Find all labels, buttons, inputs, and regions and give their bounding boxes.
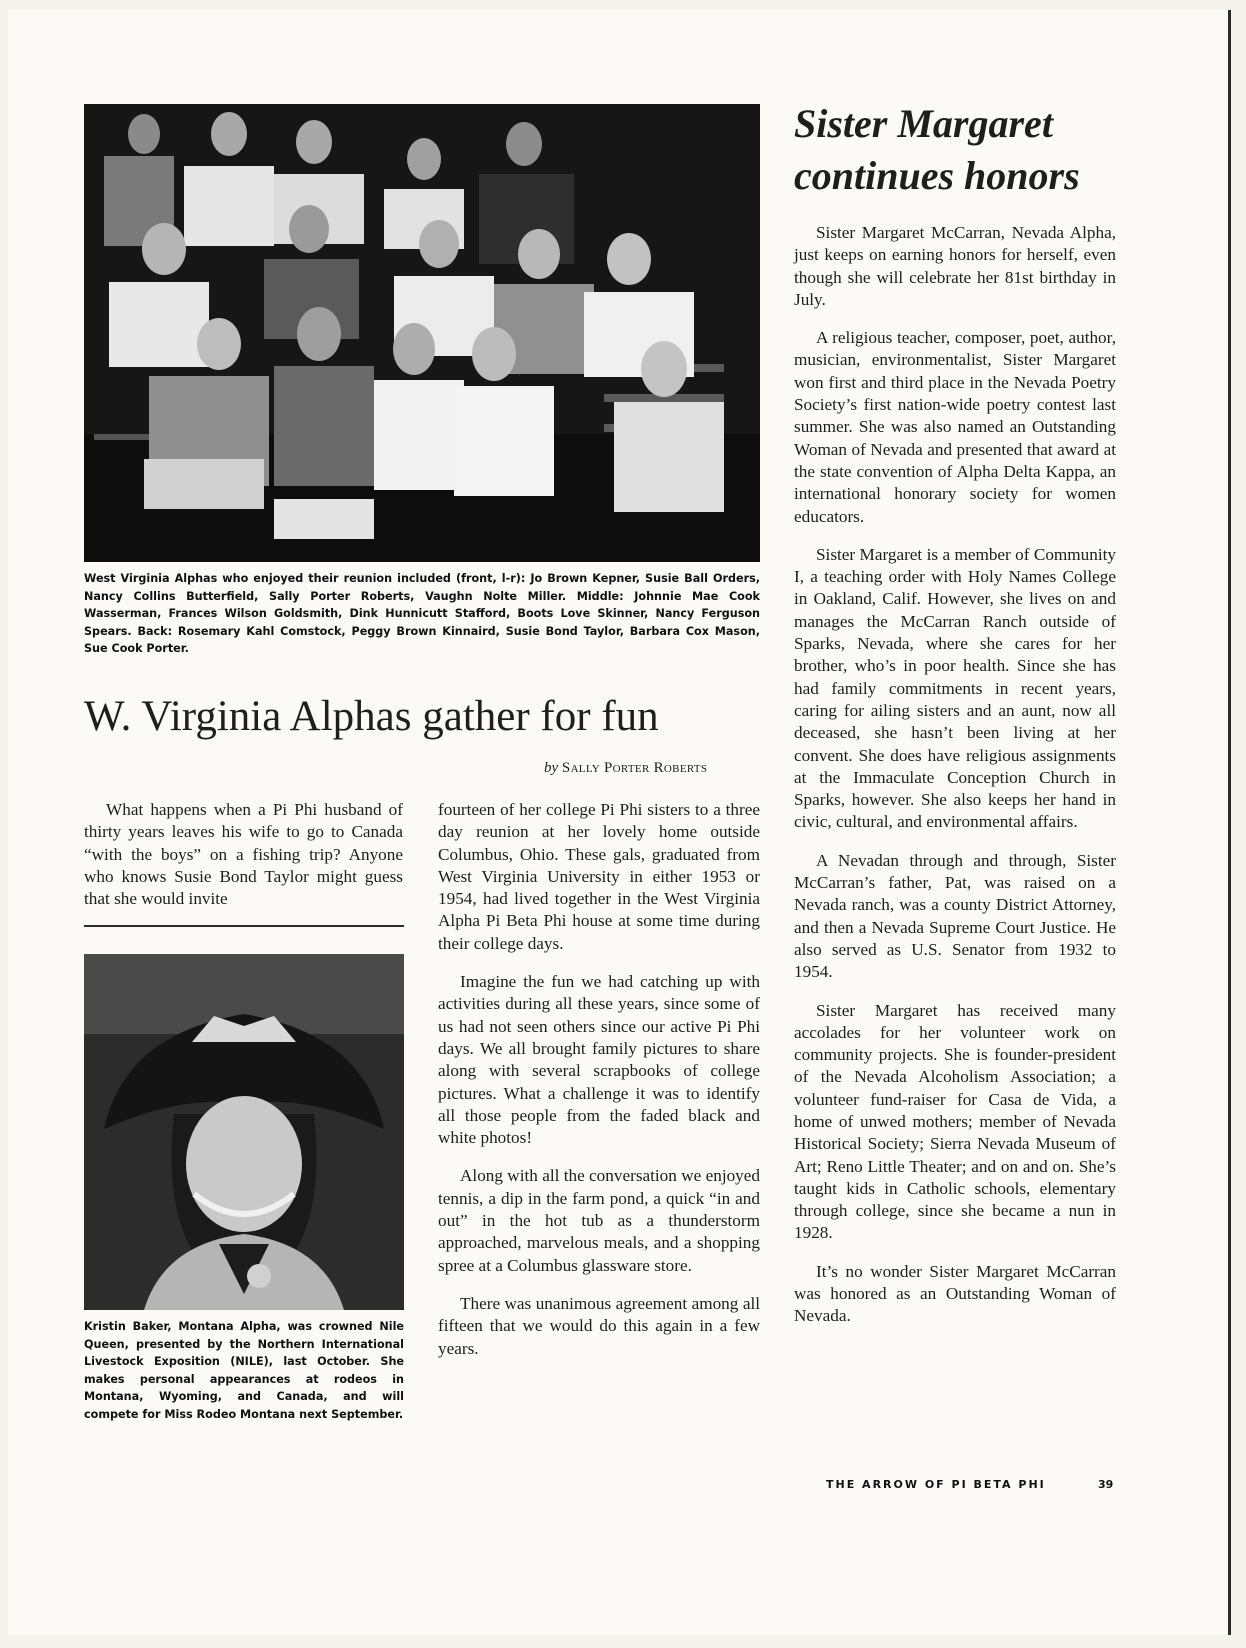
group-photo-caption: West Virginia Alphas who enjoyed their reunion included (front, l-r): Jo Brown Kepner, Susie Ball Orders, Nancy Collins Butterfield, Sally Porter Roberts, Vaughn Nolte Miller. Middle: Johnnie Mae Cook Wasserman, Frances Wilson Goldsmith, Dink Hunnicutt Stafford, Boots Love Skinner, Nancy Ferguson Spears. Back: Rosemary Kahl Comstock, Peggy Brown Kinnaird, Susie Bond Taylor, Barbara Cox Mason, Sue Cook Porter. [84,572,760,656]
byline [544,760,707,777]
sidebar-article-column [794,222,1116,1344]
sidebar-headline-line-2: continues honors [794,153,1080,198]
byline-author: Sally Porter Roberts [561,760,708,776]
main-headline: W. Virginia Alphas gather for fun [84,693,659,740]
sidebar-headline-line-1: Sister Margaret [794,101,1053,146]
paragraph: Sister Margaret is a member of Community I, a teaching order with Holy Names College in Oakland, Calif. However, she lives on and manages the McCarran Ranch outside of Sparks, Nevada, where she cares for her brother, who’s in poor health. Since she has had family commitments in recent years, caring for ailing sisters and an aunt, now all deceased, she hasn’t been living at her convent. She does have religious assignments at the Immaculate Conception Church in Sparks, however. She also keeps her hand in civic, cultural, and environmental affairs. [794,544,1116,832]
byline-by: by [544,760,559,776]
paragraph: A Nevadan through and through, Sister McCarran’s father, Pat, was raised on a Nevada ranch, was a county District Attorney, and then a Nevada Supreme Court Justice. He also served as U.S. Senator from 1932 to 1954. [794,850,1116,982]
paragraph: fourteen of her college Pi Phi sisters to a three day reunion at her lovely home outside Columbus, Ohio. These gals, graduated from West Virginia University in either 1953 or 1954, had lived together in the West Virginia Alpha Pi Beta Phi house at some time during their college days. [438,800,760,953]
portrait-photo [84,954,404,1310]
portrait-caption: Kristin Baker, Montana Alpha, was crowned Nile Queen, presented by the Northern International Livestock Exposition (NILE), last October. She makes personal appearances at rodeos in Montana, Wyoming, and Canada, and will compete for Miss Rodeo Montana next September. [84,1320,404,1421]
section-divider [84,925,404,927]
paragraph: A religious teacher, composer, poet, author, musician, environmentalist, Sister Margaret won first and third place in the Nevada Poetry Society’s first nation-wide poetry contest last summer. She was also named an Outstanding Woman of Nevada and presented that award at the state convention of Alpha Delta Kappa, an international honorary society for women educators. [794,328,1116,526]
paragraph: What happens when a Pi Phi husband of thirty years leaves his wife to go to Canada “with the boys” on a fishing trip? Anyone who knows Susie Bond Taylor might guess that she would invite [84,800,403,909]
main-article-column-2 [438,799,760,1376]
paragraph: Along with all the conversation we enjoyed tennis, a dip in the farm pond, a quick “in and out” in the hot tub as a thunderstorm approached, marvelous meals, and a shopping spree at a Columbus glassware store. [438,1166,760,1275]
group-photo [84,104,760,562]
paragraph: Imagine the fun we had catching up with activities during all these years, since some of us had not seen others since our active Pi Phi days. We all brought family pictures to share along with several scrapbooks of college pictures. What a challenge it was to identify all those people from the faded black and white photos! [438,972,760,1148]
paragraph: Sister Margaret McCarran, Nevada Alpha, just keeps on earning honors for herself, even though she will celebrate her 81st birthday in July. [794,223,1116,309]
paragraph: Sister Margaret has received many accolades for her volunteer work on community projects. She is founder-president of the Nevada Alcoholism Association; a volunteer fund-raiser for Casa de Vida, a home of unwed mothers; member of Nevada Historical Society; Sierra Nevada Museum of Art; Reno Little Theater; and on and on. She’s taught kids in Catholic schools, elementary through college, since she became a nun in 1928. [794,1000,1116,1243]
publication-footer: THE ARROW OF PI BETA PHI [826,1478,1046,1491]
paragraph: It’s no wonder Sister Margaret McCarran was honored as an Outstanding Woman of Nevada. [794,1261,1116,1326]
page-number: 39 [1098,1478,1114,1491]
paragraph: There was unanimous agreement among all fifteen that we would do this again in a few years. [438,1293,760,1358]
main-article-column-1 [84,799,403,926]
